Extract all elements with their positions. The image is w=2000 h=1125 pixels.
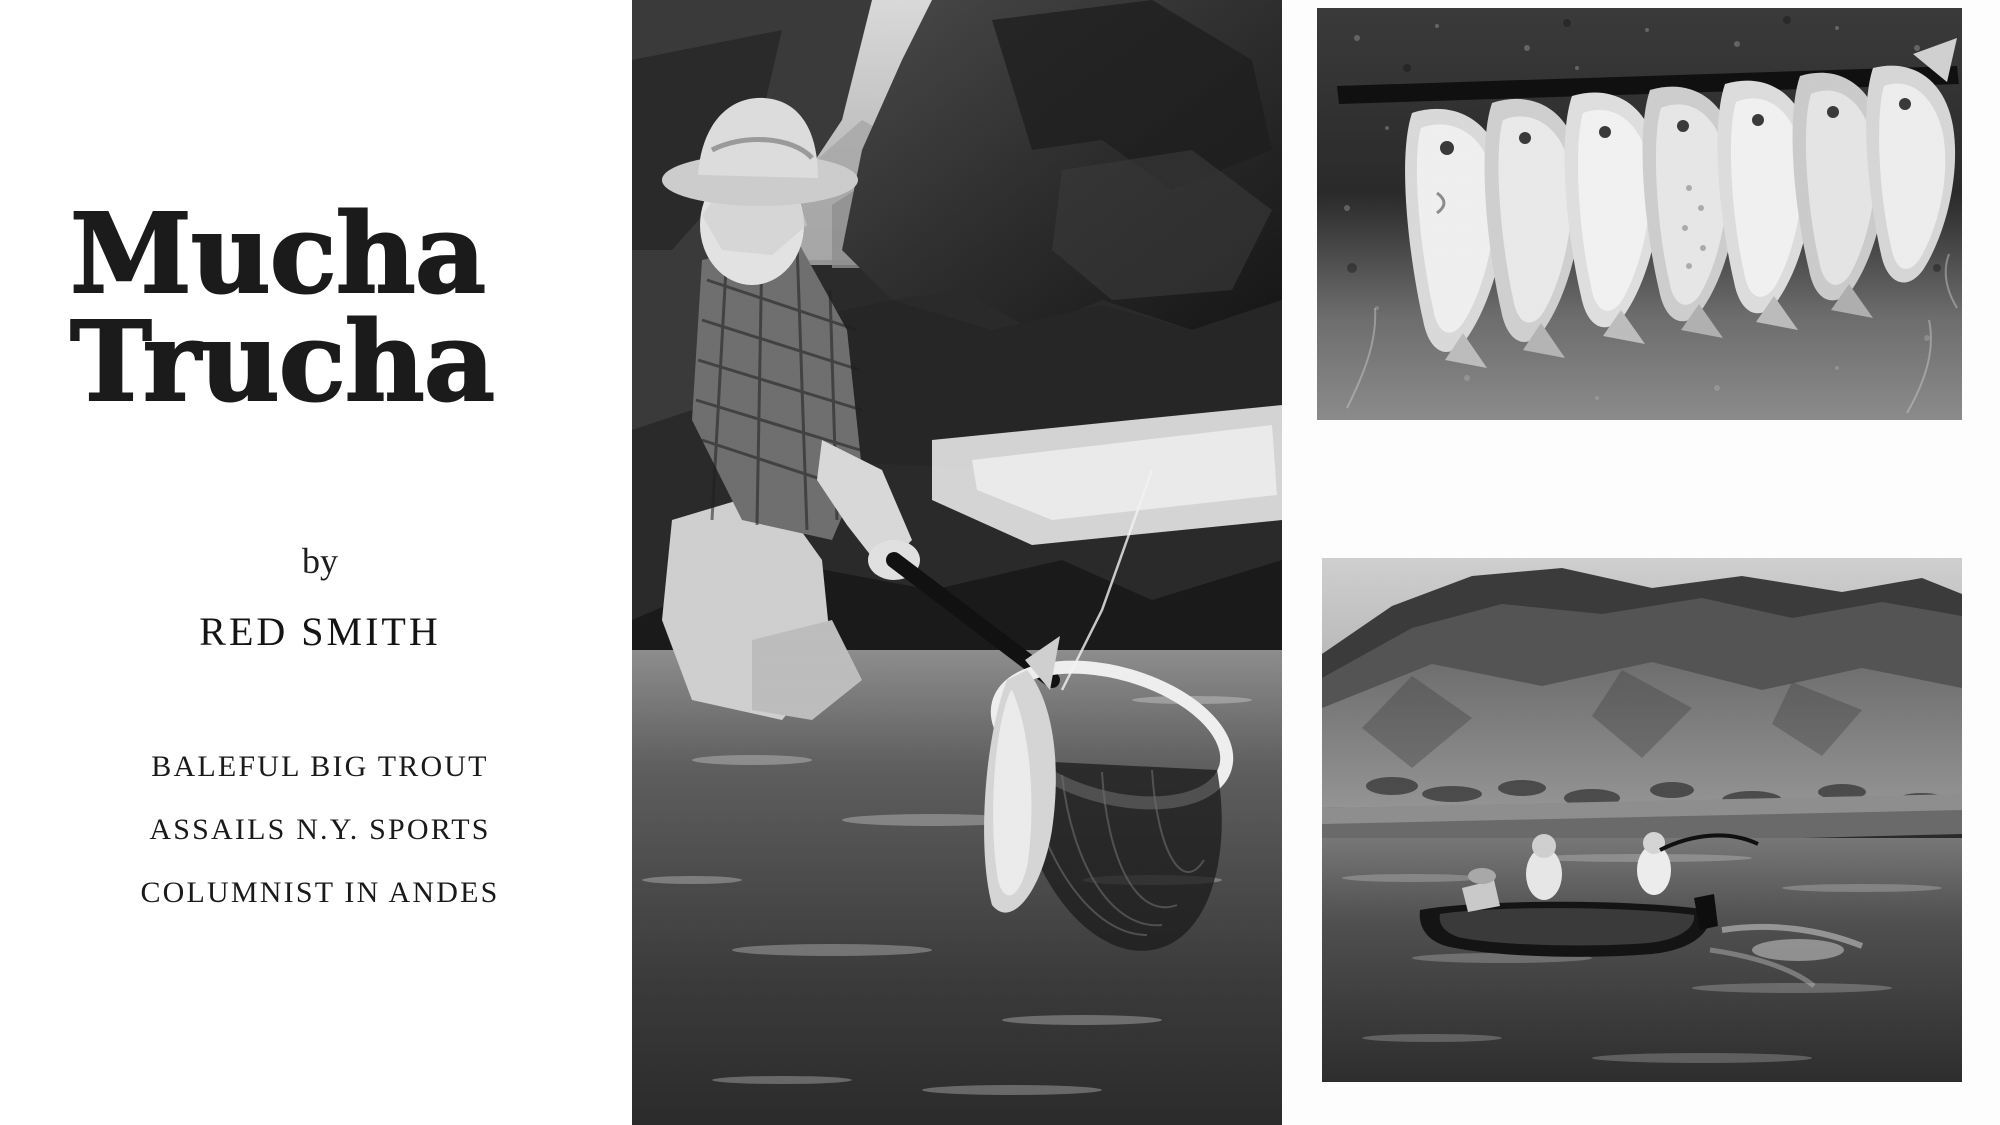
photo-boat-on-lake — [1322, 558, 1962, 1082]
article-text-column — [0, 0, 632, 1125]
article-deck — [70, 750, 570, 939]
headline-line-1: Mucha — [70, 189, 485, 318]
byline-author: RED SMITH — [199, 609, 441, 654]
deck-line-1: BALEFUL BIG TROUT — [151, 750, 489, 783]
deck-line-2: ASSAILS N.Y. SPORTS — [149, 813, 491, 846]
photo-trout-catch — [1317, 8, 1962, 420]
headline-line-2: Trucha — [70, 296, 495, 426]
main-photo-angler — [632, 0, 1282, 1125]
page-title — [70, 189, 610, 426]
byline-prefix: by — [302, 541, 338, 581]
deck-line-3: COLUMNIST IN ANDES — [140, 876, 500, 909]
